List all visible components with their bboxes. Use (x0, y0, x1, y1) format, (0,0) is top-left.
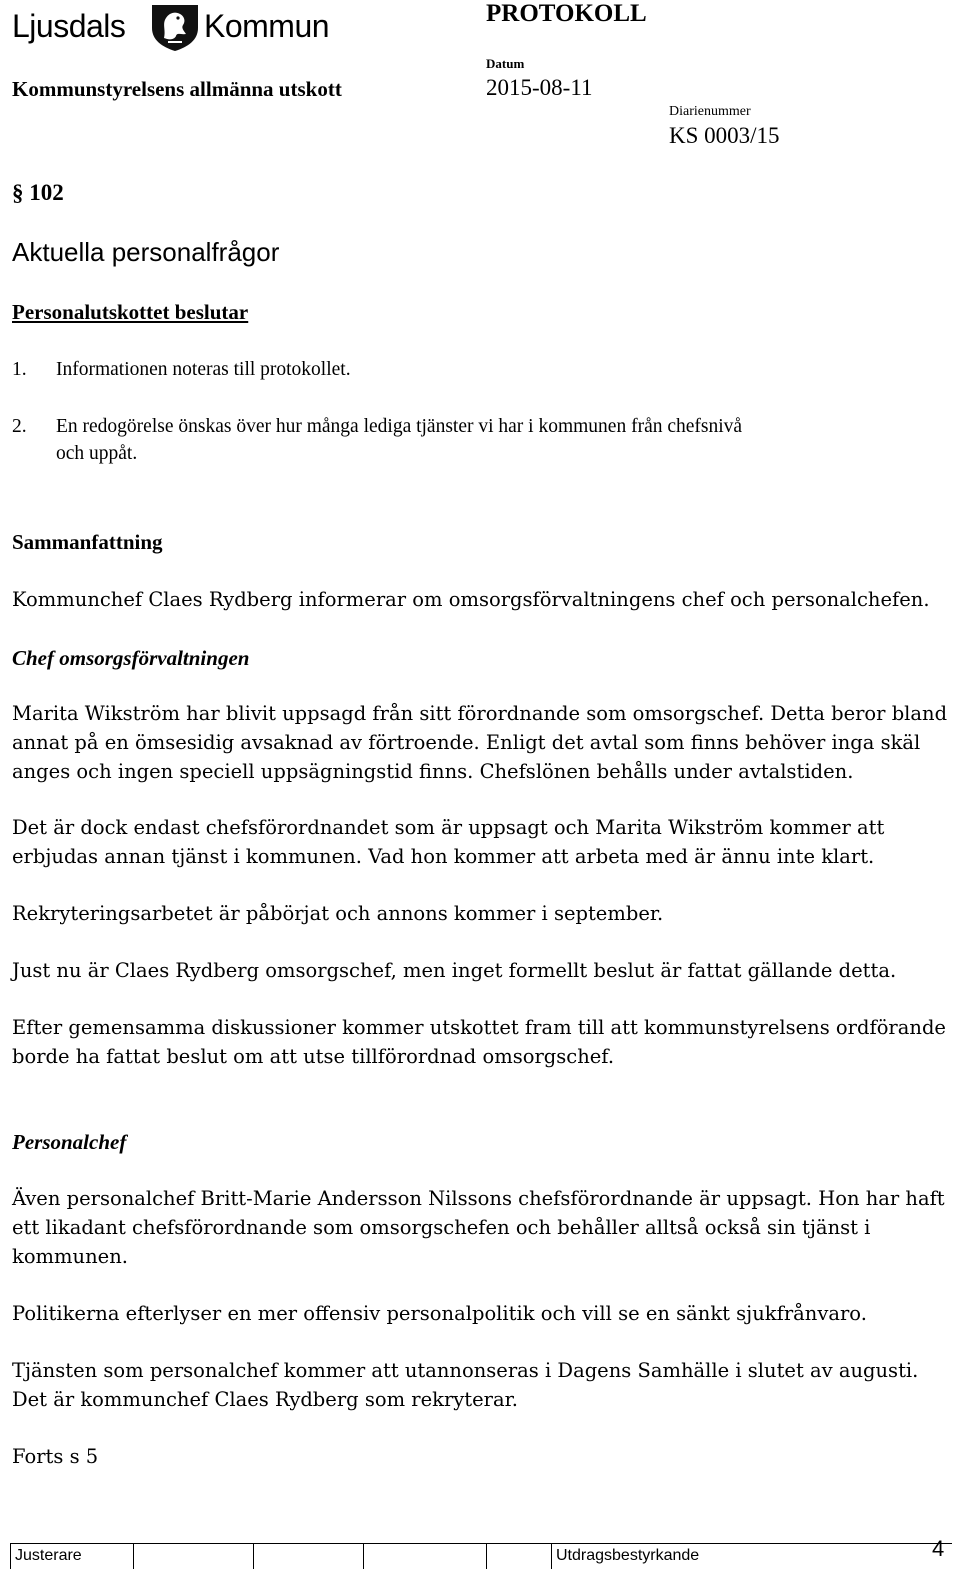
decision-item-2-number: 2. (12, 416, 27, 437)
summary-heading: Sammanfattning (12, 530, 163, 554)
personalchef-p1-line2: ett likadant chefsförordnande som omsorgschefen och behåller alltså också sin tjänst i (12, 1216, 871, 1239)
justerare-cell (10, 1544, 134, 1569)
signature-box-1 (133, 1544, 254, 1569)
personalchef-p3-line2: Det är kommunchef Claes Rydberg som rekryterar. (12, 1388, 518, 1411)
personalchef-heading: Personalchef (12, 1130, 127, 1154)
chef-p3: Rekryteringsarbetet är påbörjat och annons kommer i september. (12, 902, 664, 925)
continuation-note: Forts s 5 (12, 1445, 99, 1468)
chef-p1-line2: annat på en ömsesidig avsaknad av förtroende. Enligt det avtal som finns behöver inga skäl (12, 731, 921, 754)
document-type: PROTOKOLL (486, 0, 647, 27)
section-title: Aktuella personalfrågor (12, 237, 280, 267)
decision-item-2-text-line1: En redogörelse önskas över hur många lediga tjänster vi har i kommunen från chefsnivå (56, 416, 743, 437)
personalchef-p2: Politikerna efterlyser en mer offensiv personalpolitik och vill se en sänkt sjukfrånvaro. (12, 1302, 867, 1325)
decision-item-1-number: 1. (12, 359, 27, 380)
summary-text: Kommunchef Claes Rydberg informerar om omsorgsförvaltningens chef och personalchefen. (12, 588, 930, 611)
chef-p4: Just nu är Claes Rydberg omsorgschef, men inget formellt beslut är fattat gällande detta. (12, 959, 897, 982)
chef-p1-line3: anges och ingen speciell uppsägningstid finns. Chefslönen behålls under avtalstiden. (12, 760, 854, 783)
chef-p5-line2: borde ha fattat beslut om att utse tillförordnad omsorgschef. (12, 1045, 615, 1068)
chef-p2-line2: erbjudas annan tjänst i kommunen. Vad hon kommer att arbeta med är ännu inte klart. (12, 845, 875, 868)
signature-footer (10, 1543, 952, 1570)
decision-item-1-text: Informationen noteras till protokollet. (56, 359, 351, 380)
utdrag-label: Utdragsbestyrkande (556, 1547, 700, 1564)
signature-box-3 (363, 1544, 487, 1569)
date-label: Datum (486, 56, 525, 71)
committee-name: Kommunstyrelsens allmänna utskott (12, 77, 342, 101)
logo-text-left: Ljusdals (12, 8, 126, 44)
coat-of-arms-icon (148, 2, 202, 52)
signature-box-2 (253, 1544, 364, 1569)
diarie-label: Diarienummer (669, 104, 751, 119)
date-value: 2015-08-11 (486, 75, 593, 100)
justerare-label: Justerare (15, 1547, 82, 1564)
personalchef-p3-line1: Tjänsten som personalchef kommer att utannonseras i Dagens Samhälle i slutet av augusti. (12, 1359, 919, 1382)
signature-box-4 (486, 1544, 552, 1569)
chef-p1-line1: Marita Wikström har blivit uppsagd från sitt förordnande som omsorgschef. Detta beror bland (12, 702, 948, 725)
chef-p5-line1: Efter gemensamma diskussioner kommer utskottet fram till att kommunstyrelsens ordförande (12, 1016, 946, 1039)
decision-heading: Personalutskottet beslutar (12, 300, 249, 324)
page-number: 4 (932, 1536, 945, 1561)
utdrag-cell (551, 1544, 931, 1569)
logo-text-right: Kommun (204, 8, 330, 44)
decision-item-2-text-line2: och uppåt. (56, 443, 138, 464)
paragraph-number: § 102 (12, 180, 64, 205)
municipality-logo (12, 2, 342, 52)
personalchef-p1-line3: kommunen. (12, 1245, 128, 1268)
chef-p2-line1: Det är dock endast chefsförordnandet som är uppsagt och Marita Wikström kommer att (12, 816, 885, 839)
chef-heading: Chef omsorgsförvaltningen (12, 646, 250, 670)
personalchef-p1-line1: Även personalchef Britt-Marie Andersson Nilssons chefsförordnande är uppsagt. Hon har haft (12, 1187, 945, 1210)
diarie-value: KS 0003/15 (669, 123, 780, 148)
